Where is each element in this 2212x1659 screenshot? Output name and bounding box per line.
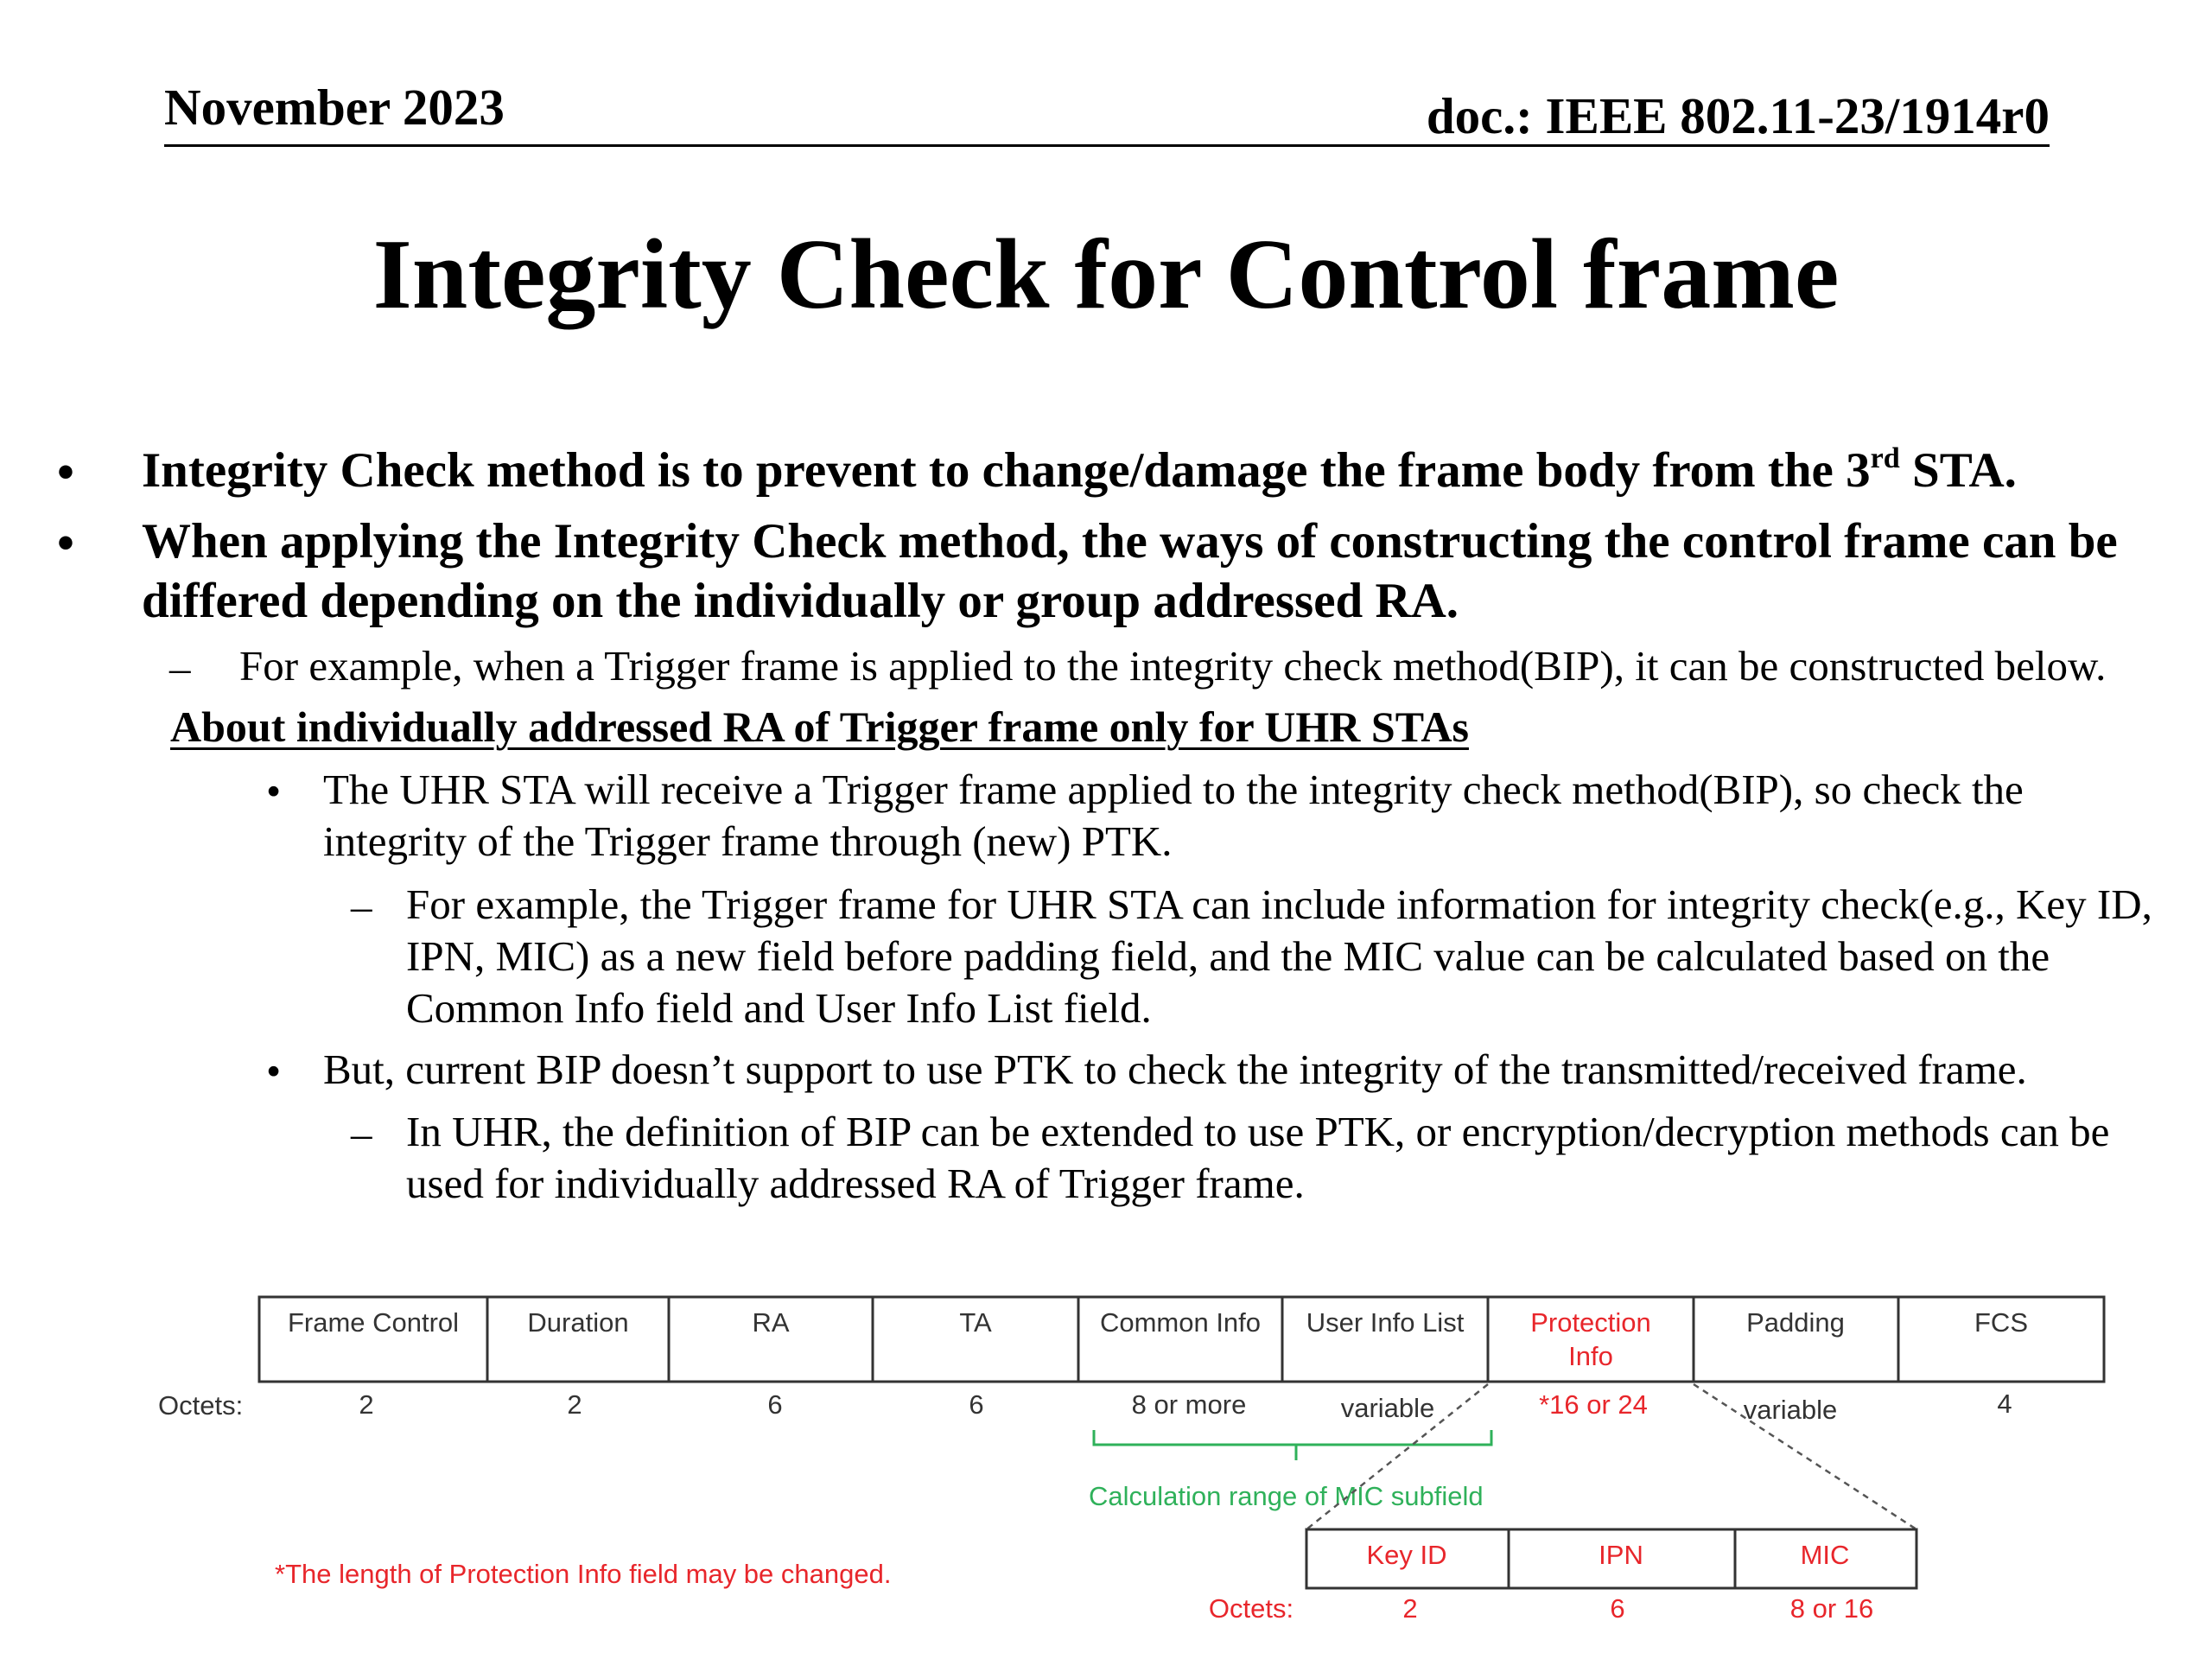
bullet-3-line-1: The UHR STA will receive a Trigger frame applied to the integrity check method(BIP), so check the xyxy=(323,766,2024,813)
subfield-key-id: Key ID xyxy=(1366,1540,1447,1570)
field-common-info: Common Info xyxy=(1099,1307,1262,1338)
octets-common-info: 8 or more xyxy=(1131,1389,1247,1420)
sub-octets-ipn: 6 xyxy=(1610,1593,1625,1624)
octets-fcs: 4 xyxy=(1997,1389,2012,1419)
field-padding: Padding xyxy=(1746,1307,1845,1338)
bullet-glyph: • xyxy=(57,445,74,499)
bullet-1-text-end: STA. xyxy=(1899,443,2017,498)
calc-range-label: Calculation range of MIC subfield xyxy=(1089,1481,1484,1511)
field-ta: TA xyxy=(959,1307,992,1338)
subfield-ipn: IPN xyxy=(1599,1540,1643,1570)
octets-ta: 6 xyxy=(969,1389,984,1420)
field-protection-info: Protection xyxy=(1530,1307,1651,1338)
bullet-4-line-1: But, current BIP doesn’t support to use PTK to check the integrity of the transmitted/received frame. xyxy=(323,1046,2027,1093)
sub-bullet-1: For example, when a Trigger frame is applied to the integrity check method(BIP), it can be constructed below. xyxy=(239,642,2107,690)
header-date: November 2023 xyxy=(164,79,505,136)
octets-user-info-list: variable xyxy=(1340,1393,1435,1423)
calc-range-brace xyxy=(1094,1430,1491,1460)
bullet-3-sub-line-1: For example, the Trigger frame for UHR STA can include information for integrity check(e.g., Key ID, xyxy=(406,880,2152,928)
bullet-4-sub-line-1: In UHR, the definition of BIP can be extended to use PTK, or encryption/decryption methods can be xyxy=(406,1108,2110,1155)
bullet-2-line-1: When applying the Integrity Check method, the ways of constructing the control frame can be xyxy=(142,514,2118,569)
sub-octets-label: Octets: xyxy=(1208,1593,1294,1624)
field-frame-control: Frame Control xyxy=(287,1307,460,1338)
octets-protection-info: *16 or 24 xyxy=(1539,1389,1648,1420)
bullet-glyph: • xyxy=(57,516,74,570)
bullet-3-sub-line-2: IPN, MIC) as a new field before padding field, and the MIC value can be calculated based on the xyxy=(406,932,2050,980)
octets-label: Octets: xyxy=(158,1390,244,1421)
dash-glyph: – xyxy=(351,882,372,930)
octets-frame-control: 2 xyxy=(359,1389,374,1420)
bullet-glyph: • xyxy=(266,1047,282,1095)
octets-ra: 6 xyxy=(767,1389,783,1420)
bullet-1-superscript: rd xyxy=(1870,442,1900,474)
subfield-mic: MIC xyxy=(1800,1540,1850,1570)
octets-padding: variable xyxy=(1743,1395,1838,1425)
field-protection-info-line2: Info xyxy=(1568,1341,1613,1371)
bullet-3-sub-line-3: Common Info field and User Info List field. xyxy=(406,984,1152,1032)
slide-title: Integrity Check for Control frame xyxy=(372,219,1840,330)
sub-octets-key-id: 2 xyxy=(1402,1593,1418,1624)
bullet-2-line-2: differed depending on the individually or group addressed RA. xyxy=(142,574,1459,628)
sub-octets-mic: 8 or 16 xyxy=(1789,1593,1874,1624)
field-fcs: FCS xyxy=(1974,1307,2028,1338)
field-duration: Duration xyxy=(527,1307,629,1338)
bullet-1-text: Integrity Check method is to prevent to change/damage the frame body from the 3 xyxy=(142,443,1871,498)
dash-glyph: – xyxy=(351,1109,372,1157)
dash-glyph: – xyxy=(169,644,191,691)
bullet-4-sub-line-2: used for individually addressed RA of Trigger frame. xyxy=(406,1160,1305,1207)
field-ra: RA xyxy=(752,1307,790,1338)
bullet-3-line-2: integrity of the Trigger frame through (new) PTK. xyxy=(323,817,1173,865)
field-user-info-list: User Info List xyxy=(1306,1307,1465,1338)
octets-duration: 2 xyxy=(567,1389,582,1420)
section-heading: About individually addressed RA of Trigger frame only for UHR STAs xyxy=(170,702,1469,751)
bullet-glyph: • xyxy=(266,767,282,815)
protection-info-note: *The length of Protection Info field may be changed. xyxy=(275,1559,892,1589)
header-doc-id: doc.: IEEE 802.11-23/1914r0 xyxy=(1426,87,2050,144)
